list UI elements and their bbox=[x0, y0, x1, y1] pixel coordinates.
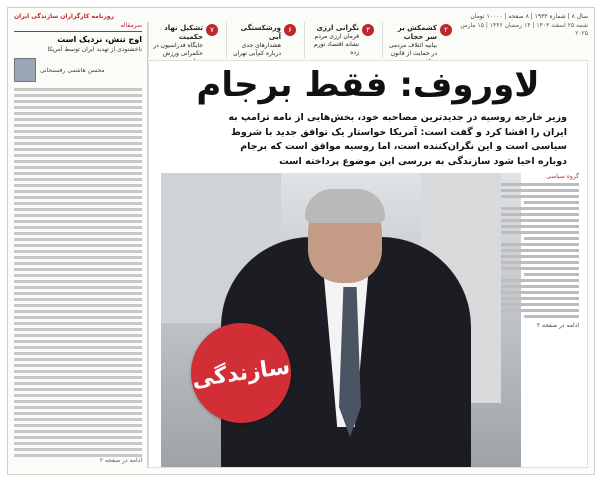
masthead-strip bbox=[14, 11, 588, 21]
author-name: محسن هاشمی رفسنجانی bbox=[40, 66, 105, 74]
teaser-item[interactable] bbox=[226, 22, 298, 58]
newspaper-front-page bbox=[7, 7, 595, 475]
teaser-item[interactable] bbox=[382, 22, 454, 58]
sazandegi-logo-badge: سازندگی bbox=[185, 317, 298, 430]
teaser-title: ورشکستگی آبی bbox=[240, 24, 281, 42]
lavrov-photo bbox=[161, 173, 521, 467]
sidebar-author bbox=[14, 58, 142, 82]
publication-date: شنبه ۲۵ اسفند ۱۴۰۳ | ۱۴ رمضان ۱۴۴۶ | ۱۵ مارس ۲۰۲۵ bbox=[460, 22, 588, 38]
sidebar-continue-link[interactable]: ادامه در صفحه ۲ bbox=[99, 457, 142, 464]
sidebar-title[interactable]: اوج تنش، نزدیک است bbox=[57, 35, 142, 44]
sidebar-section-label: سرمقاله bbox=[14, 22, 142, 32]
teaser-item[interactable] bbox=[148, 22, 220, 58]
teaser-page-badge: ۲ bbox=[440, 24, 452, 36]
teaser-title: نگرانی ارزی bbox=[316, 24, 359, 32]
publisher-tag: روزنامه کارگزاران سازندگی ایران bbox=[14, 12, 114, 20]
story-text-column bbox=[501, 173, 579, 461]
teaser-text: فرمان ارزی مردم نشانه اقتصاد تورم زده bbox=[314, 33, 359, 56]
main-story bbox=[148, 60, 588, 468]
editorial-sidebar bbox=[14, 22, 148, 468]
sidebar-body-text bbox=[14, 88, 142, 457]
teaser-title: کشمکش بر سر حجاب bbox=[397, 24, 437, 42]
story-kicker: گروه سیاسی bbox=[546, 173, 579, 180]
teaser-bar bbox=[148, 22, 454, 58]
teaser-page-badge: ۶ bbox=[284, 24, 296, 36]
teaser-page-badge: ۳ bbox=[362, 24, 374, 36]
teaser-text: جایگاه فدراسیون در حکمرانی ورزش bbox=[153, 42, 203, 57]
teaser-text: بیانیه ائتلاف مردمی در حمایت از قانون bbox=[388, 42, 437, 57]
teaser-title: تشکیل نهاد حکمیت bbox=[164, 24, 203, 42]
story-continue-link[interactable]: ادامه در صفحه ۲ bbox=[536, 322, 579, 329]
sidebar-subtitle: ناخشنودی از تهدید ایران توسط آمریکا bbox=[47, 46, 142, 53]
gray-hair bbox=[305, 189, 385, 223]
teaser-text: هشدارهای جدی درباره کم‌آبی تهران bbox=[233, 42, 281, 57]
main-headline[interactable]: لاوروف: فقط برجام bbox=[196, 65, 540, 105]
issue-info: سال ۸ | شماره ۱۹۳۳ | ۸ صفحه | ۱۰۰۰۰ تومان bbox=[470, 12, 588, 20]
main-lead: وزیر خارجه روسیه در جدیدترین مصاحبه خود، بخش‌هایی از نامه ترامپ به ایران را افشا کرد و گفت است: آمریکا خواستار یک توافق جدید با شروط سیاسی است و این نگران‌کننده است، اما روسیه موافق است که برجام دوباره احیا شود سازندگی به بررسی این موضوع پرداخته است bbox=[228, 112, 567, 168]
teaser-page-badge: ۷ bbox=[206, 24, 218, 36]
author-avatar bbox=[14, 58, 36, 82]
teaser-item[interactable] bbox=[304, 22, 376, 58]
